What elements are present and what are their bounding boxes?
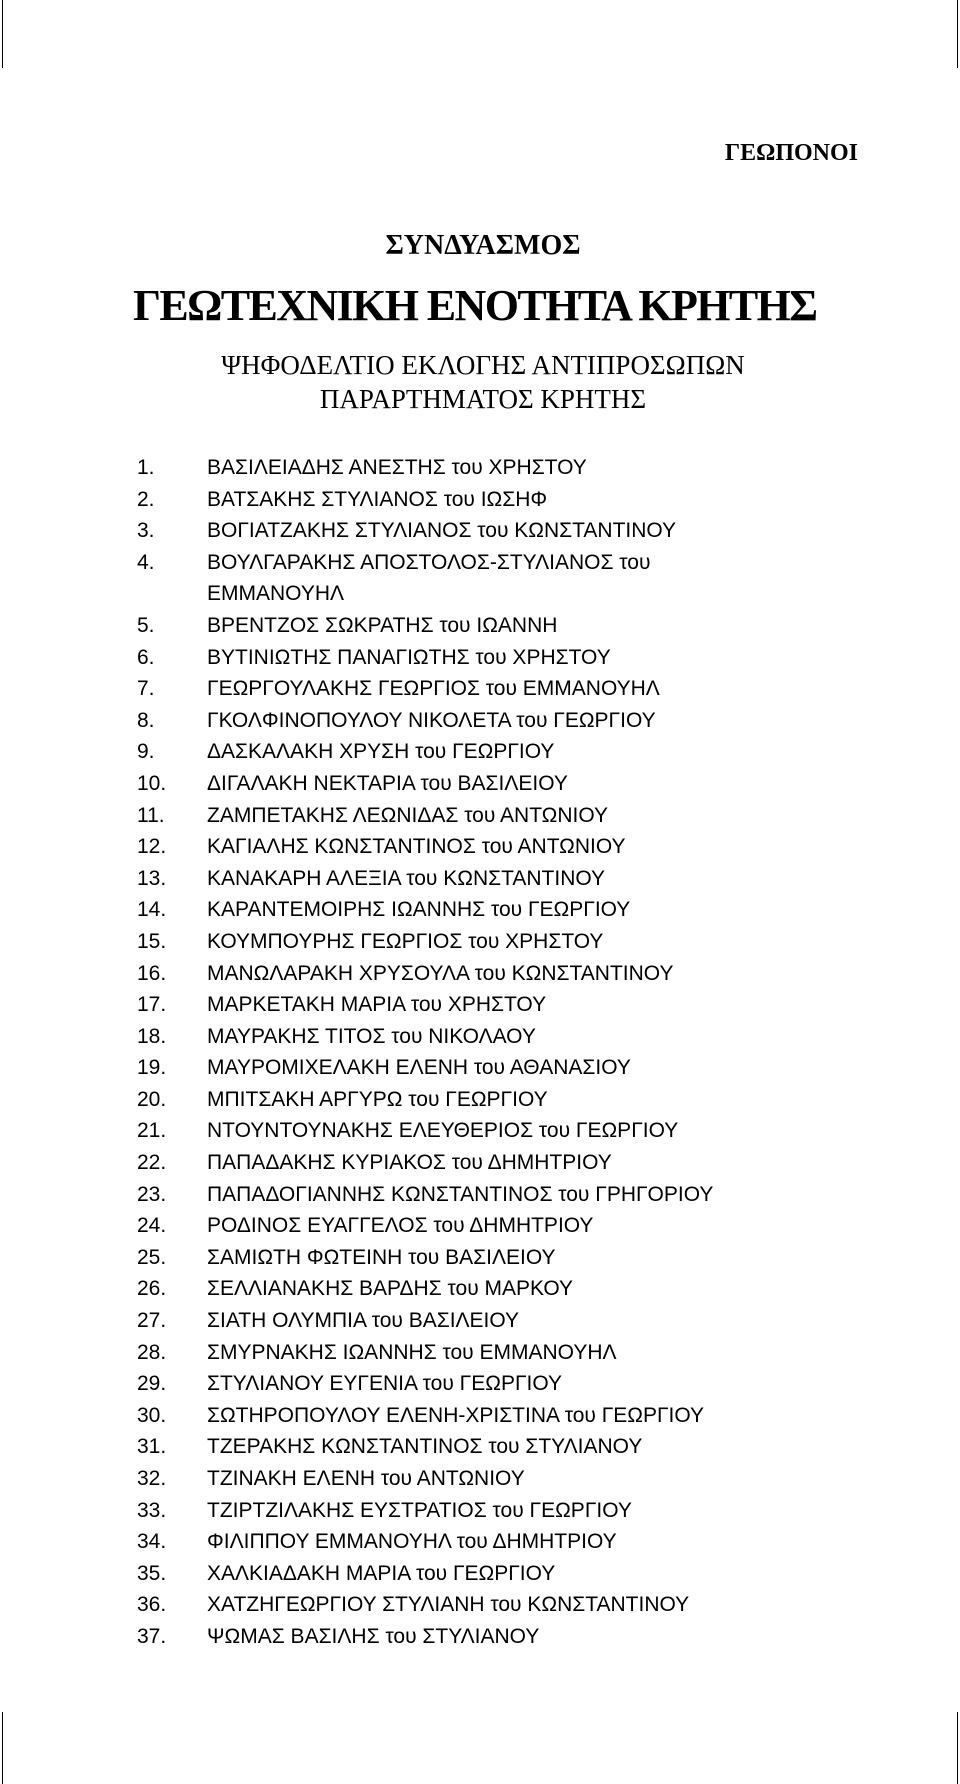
candidate-name xyxy=(207,800,807,832)
candidate-name xyxy=(207,989,807,1021)
candidate-number: 7. xyxy=(137,677,155,701)
candidate-name xyxy=(207,1084,807,1116)
list-item xyxy=(0,673,960,705)
candidate-number: 30. xyxy=(137,1403,167,1427)
candidate-name xyxy=(207,958,807,990)
list-item xyxy=(0,705,960,737)
candidate-name xyxy=(207,1495,807,1527)
list-item xyxy=(0,1368,960,1400)
candidate-name-text: ΣΜΥΡΝΑΚΗΣ ΙΩΑΝΝΗΣ του ΕΜΜΑΝΟΥΗΛ xyxy=(207,1340,617,1364)
category-heading: ΓΕΩΠΟΝΟΙ xyxy=(724,140,858,166)
candidate-number: 29. xyxy=(137,1372,167,1396)
candidate-name-text: ΤΖΙΝΑΚΗ ΕΛΕΝΗ του ΑΝΤΩΝΙΟΥ xyxy=(207,1467,525,1490)
candidate-name xyxy=(207,1589,807,1621)
candidate-number: 4. xyxy=(137,550,155,574)
candidate-number: 27. xyxy=(137,1309,167,1333)
candidate-name xyxy=(207,484,807,516)
candidate-number: 21. xyxy=(137,1119,167,1143)
list-item xyxy=(0,894,960,926)
list-item xyxy=(0,452,960,484)
candidate-number: 31. xyxy=(137,1435,167,1459)
candidate-number: 34. xyxy=(137,1530,167,1554)
candidate-number: 35. xyxy=(137,1561,167,1585)
candidate-name-text: ΒΟΥΛΓΑΡΑΚΗΣ ΑΠΟΣΤΟΛΟΣ-ΣΤΥΛΙΑΝΟΣ του xyxy=(207,550,651,574)
candidate-name xyxy=(207,452,807,484)
list-item xyxy=(0,515,960,547)
candidate-name-text: ΜΠΙΤΣΑΚΗ ΑΡΓΥΡΩ του ΓΕΩΡΓΙΟΥ xyxy=(207,1087,548,1111)
candidate-name xyxy=(207,1558,807,1590)
candidate-name xyxy=(207,705,807,737)
candidate-name-text: ΧΑΤΖΗΓΕΩΡΓΙΟΥ ΣΤΥΛΙΑΝΗ του ΚΩΝΣΤΑΝΤΙΝΟΥ xyxy=(207,1593,690,1617)
candidate-name-text: ΠΑΠΑΔΑΚΗΣ ΚΥΡΙΑΚΟΣ του ΔΗΜΗΤΡΙΟΥ xyxy=(207,1151,612,1175)
list-item xyxy=(0,863,960,895)
candidate-name xyxy=(207,736,807,768)
ballot-title-line-2: ΠΑΡΑΡΤΗΜΑΤΟΣ ΚΡΗΤΗΣ xyxy=(319,384,647,414)
list-item xyxy=(0,1147,960,1179)
candidate-number: 5. xyxy=(137,613,155,637)
candidate-number: 23. xyxy=(137,1182,167,1206)
list-item xyxy=(0,1463,960,1495)
list-item xyxy=(0,1242,960,1274)
candidate-number: 33. xyxy=(137,1498,167,1522)
candidate-name xyxy=(207,831,807,863)
list-item xyxy=(0,1589,960,1621)
candidate-number: 3. xyxy=(137,519,155,543)
candidate-name-text: ΣΙΑΤΗ ΟΛΥΜΠΙΑ του ΒΑΣΙΛΕΙΟΥ xyxy=(207,1309,520,1333)
candidate-number: 36. xyxy=(137,1593,167,1617)
candidate-name-text: ΤΖΕΡΑΚΗΣ ΚΩΝΣΤΑΝΤΙΝΟΣ του ΣΤΥΛΙΑΝΟΥ xyxy=(207,1435,643,1459)
candidate-name xyxy=(207,610,807,642)
candidate-name-text: ΜΑΥΡΟΜΙΧΕΛΑΚΗ ΕΛΕΝΗ του ΑΘΑΝΑΣΙΟΥ xyxy=(207,1056,631,1080)
candidate-number: 25. xyxy=(137,1245,167,1269)
candidate-number: 22. xyxy=(137,1151,167,1175)
candidate-name-text: ΜΑΡΚΕΤΑΚΗ ΜΑΡΙΑ του ΧΡΗΣΤΟΥ xyxy=(207,993,547,1017)
list-item xyxy=(0,1273,960,1305)
list-item xyxy=(0,1179,960,1211)
candidate-name xyxy=(207,926,807,958)
candidate-number: 11. xyxy=(137,803,165,827)
list-item xyxy=(0,1431,960,1463)
candidate-number: 14. xyxy=(137,898,167,922)
candidate-name-text: ΒΑΤΣΑΚΗΣ ΣΤΥΛΙΑΝΟΣ του ΙΩΣΗΦ xyxy=(207,487,548,511)
candidate-name-text: ΔΙΓΑΛΑΚΗ ΝΕΚΤΑΡΙΑ του ΒΑΣΙΛΕΙΟΥ xyxy=(207,771,568,795)
candidate-number: 13. xyxy=(137,866,167,890)
list-item xyxy=(0,484,960,516)
list-item xyxy=(0,1558,960,1590)
list-item xyxy=(0,958,960,990)
list-item xyxy=(0,1621,960,1653)
candidate-name-text: ΓΚΟΛΦΙΝΟΠΟΥΛΟΥ ΝΙΚΟΛΕΤΑ του ΓΕΩΡΓΙΟΥ xyxy=(207,708,656,732)
coalition-label: ΣΥΝΔΥΑΣΜΟΣ xyxy=(385,230,581,261)
candidate-number: 18. xyxy=(137,1024,167,1048)
candidate-name-text: ΣΩΤΗΡΟΠΟΥΛΟΥ ΕΛΕΝΗ-ΧΡΙΣΤΙΝΑ του ΓΕΩΡΓΙΟΥ xyxy=(207,1403,705,1427)
list-item xyxy=(0,1115,960,1147)
candidate-name xyxy=(207,1400,807,1432)
list-item xyxy=(0,926,960,958)
candidate-number: 15. xyxy=(137,929,167,953)
candidate-number: 10. xyxy=(137,771,167,795)
candidate-number: 32. xyxy=(137,1467,167,1490)
candidate-name-text: ΣΤΥΛΙΑΝΟΥ ΕΥΓΕΝΙΑ του ΓΕΩΡΓΙΟΥ xyxy=(207,1372,563,1396)
candidate-list xyxy=(0,452,960,1653)
candidate-name xyxy=(207,1115,807,1147)
list-item xyxy=(0,768,960,800)
candidate-name xyxy=(207,1431,807,1463)
candidate-name-text: ΧΑΛΚΙΑΔΑΚΗ ΜΑΡΙΑ του ΓΕΩΡΓΙΟΥ xyxy=(207,1561,556,1585)
candidate-name xyxy=(207,894,807,926)
candidate-name-text: ΚΑΓΙΑΛΗΣ ΚΩΝΣΤΑΝΤΙΝΟΣ του ΑΝΤΩΝΙΟΥ xyxy=(207,835,626,859)
candidate-name-text: ΤΖΙΡΤΖΙΛΑΚΗΣ ΕΥΣΤΡΑΤΙΟΣ του ΓΕΩΡΓΙΟΥ xyxy=(207,1498,632,1522)
candidate-name-text: ΜΑΝΩΛΑΡΑΚΗ ΧΡΥΣΟΥΛΑ του ΚΩΝΣΤΑΝΤΙΝΟΥ xyxy=(207,961,674,985)
candidate-name-text: ΒΥΤΙΝΙΩΤΗΣ ΠΑΝΑΓΙΩΤΗΣ του ΧΡΗΣΤΟΥ xyxy=(207,645,611,669)
candidate-name-text: ΚΑΡΑΝΤΕΜΟΙΡΗΣ ΙΩΑΝΝΗΣ του ΓΕΩΡΓΙΟΥ xyxy=(207,898,631,922)
candidate-name xyxy=(207,1273,807,1305)
candidate-number: 2. xyxy=(137,487,155,511)
candidate-number: 19. xyxy=(137,1056,167,1080)
candidate-name-text: ΒΡΕΝΤΖΟΣ ΣΩΚΡΑΤΗΣ του ΙΩΑΝΝΗ xyxy=(207,613,558,637)
candidate-number: 8. xyxy=(137,708,155,732)
ballot-title-line-1: ΨΗΦΟΔΕΛΤΙΟ ΕΚΛΟΓΗΣ ΑΝΤΙΠΡΟΣΩΠΩΝ xyxy=(221,350,745,380)
candidate-name xyxy=(207,1052,807,1084)
ballot-title xyxy=(0,348,960,416)
candidate-name xyxy=(207,1621,807,1653)
list-item xyxy=(0,1305,960,1337)
candidate-name-text: ΚΑΝΑΚΑΡΗ ΑΛΕΞΙΑ του ΚΩΝΣΤΑΝΤΙΝΟΥ xyxy=(207,866,606,890)
candidate-name xyxy=(207,1242,807,1274)
candidate-name xyxy=(207,1368,807,1400)
list-item xyxy=(0,1021,960,1053)
candidate-name xyxy=(207,1147,807,1179)
candidate-name xyxy=(207,673,807,705)
candidate-name-text: ΚΟΥΜΠΟΥΡΗΣ ΓΕΩΡΓΙΟΣ του ΧΡΗΣΤΟΥ xyxy=(207,929,604,953)
candidate-name xyxy=(207,1021,807,1053)
candidate-name-text: ΓΕΩΡΓΟΥΛΑΚΗΣ ΓΕΩΡΓΙΟΣ του ΕΜΜΑΝΟΥΗΛ xyxy=(207,677,660,701)
candidate-number: 9. xyxy=(137,740,155,764)
list-item xyxy=(0,989,960,1021)
candidate-name-text: ΒΑΣΙΛΕΙΑΔΗΣ ΑΝΕΣΤΗΣ του ΧΡΗΣΤΟΥ xyxy=(207,456,587,479)
candidate-name xyxy=(207,1337,807,1369)
candidate-name xyxy=(207,515,807,547)
candidate-number: 1. xyxy=(137,456,155,479)
candidate-name xyxy=(207,1179,807,1211)
list-item xyxy=(0,1337,960,1369)
candidate-number: 17. xyxy=(137,993,167,1017)
candidate-name xyxy=(207,863,807,895)
candidate-name-text: ΡΟΔΙΝΟΣ ΕΥΑΓΓΕΛΟΣ του ΔΗΜΗΤΡΙΟΥ xyxy=(207,1214,594,1238)
candidate-name-text: ΜΑΥΡΑΚΗΣ ΤΙΤΟΣ του ΝΙΚΟΛΑΟΥ xyxy=(207,1024,536,1048)
coalition-name: ΓΕΩΤΕΧΝΙΚΗ ΕΝΟΤΗΤΑ ΚΡΗΤΗΣ xyxy=(133,281,817,330)
list-item xyxy=(0,1052,960,1084)
candidate-number: 16. xyxy=(137,961,167,985)
candidate-name xyxy=(207,1526,807,1558)
list-item xyxy=(0,1526,960,1558)
candidate-name xyxy=(207,547,807,610)
list-item xyxy=(0,1400,960,1432)
crop-mark-bottom-left xyxy=(2,1712,3,1784)
list-item xyxy=(0,736,960,768)
candidate-name-text: ΣΕΛΛΙΑΝΑΚΗΣ ΒΑΡΔΗΣ του ΜΑΡΚΟΥ xyxy=(207,1277,574,1301)
list-item xyxy=(0,1495,960,1527)
candidate-name xyxy=(207,1210,807,1242)
crop-mark-top-left xyxy=(2,0,3,68)
list-item xyxy=(0,800,960,832)
list-item xyxy=(0,642,960,674)
crop-mark-bottom-right xyxy=(957,1712,958,1784)
candidate-number: 28. xyxy=(137,1340,167,1364)
candidate-name-text: ΠΑΠΑΔΟΓΙΑΝΝΗΣ ΚΩΝΣΤΑΝΤΙΝΟΣ του ΓΡΗΓΟΡΙΟΥ xyxy=(207,1182,714,1206)
candidate-number: 20. xyxy=(137,1087,167,1111)
list-item xyxy=(0,1210,960,1242)
candidate-name-text: ΒΟΓΙΑΤΖΑΚΗΣ ΣΤΥΛΙΑΝΟΣ του ΚΩΝΣΤΑΝΤΙΝΟΥ xyxy=(207,519,677,543)
candidate-name xyxy=(207,1305,807,1337)
candidate-number: 26. xyxy=(137,1277,167,1301)
list-item xyxy=(0,831,960,863)
candidate-number: 37. xyxy=(137,1624,167,1648)
candidate-name-continuation: ΕΜΜΑΝΟΥΗΛ xyxy=(207,582,345,606)
candidate-number: 24. xyxy=(137,1214,167,1238)
candidate-name-text: ΨΩΜΑΣ ΒΑΣΙΛΗΣ του ΣΤΥΛΙΑΝΟΥ xyxy=(207,1624,540,1648)
crop-mark-top-right xyxy=(957,0,958,68)
candidate-name-text: ΔΑΣΚΑΛΑΚΗ ΧΡΥΣΗ του ΓΕΩΡΓΙΟΥ xyxy=(207,740,555,764)
candidate-name xyxy=(207,642,807,674)
candidate-name-text: ΦΙΛΙΠΠΟΥ ΕΜΜΑΝΟΥΗΛ του ΔΗΜΗΤΡΙΟΥ xyxy=(207,1530,617,1554)
list-item xyxy=(0,1084,960,1116)
candidate-name-text: ΖΑΜΠΕΤΑΚΗΣ ΛΕΩΝΙΔΑΣ του ΑΝΤΩΝΙΟΥ xyxy=(207,803,609,827)
candidate-number: 12. xyxy=(137,835,167,859)
candidate-number: 6. xyxy=(137,645,155,669)
candidate-name-text: ΝΤΟΥΝΤΟΥΝΑΚΗΣ ΕΛΕΥΘΕΡΙΟΣ του ΓΕΩΡΓΙΟΥ xyxy=(207,1119,679,1143)
candidate-name xyxy=(207,768,807,800)
list-item xyxy=(0,610,960,642)
list-item xyxy=(0,547,960,610)
candidate-name-text: ΣΑΜΙΩΤΗ ΦΩΤΕΙΝΗ του ΒΑΣΙΛΕΙΟΥ xyxy=(207,1245,556,1269)
candidate-name xyxy=(207,1463,807,1495)
